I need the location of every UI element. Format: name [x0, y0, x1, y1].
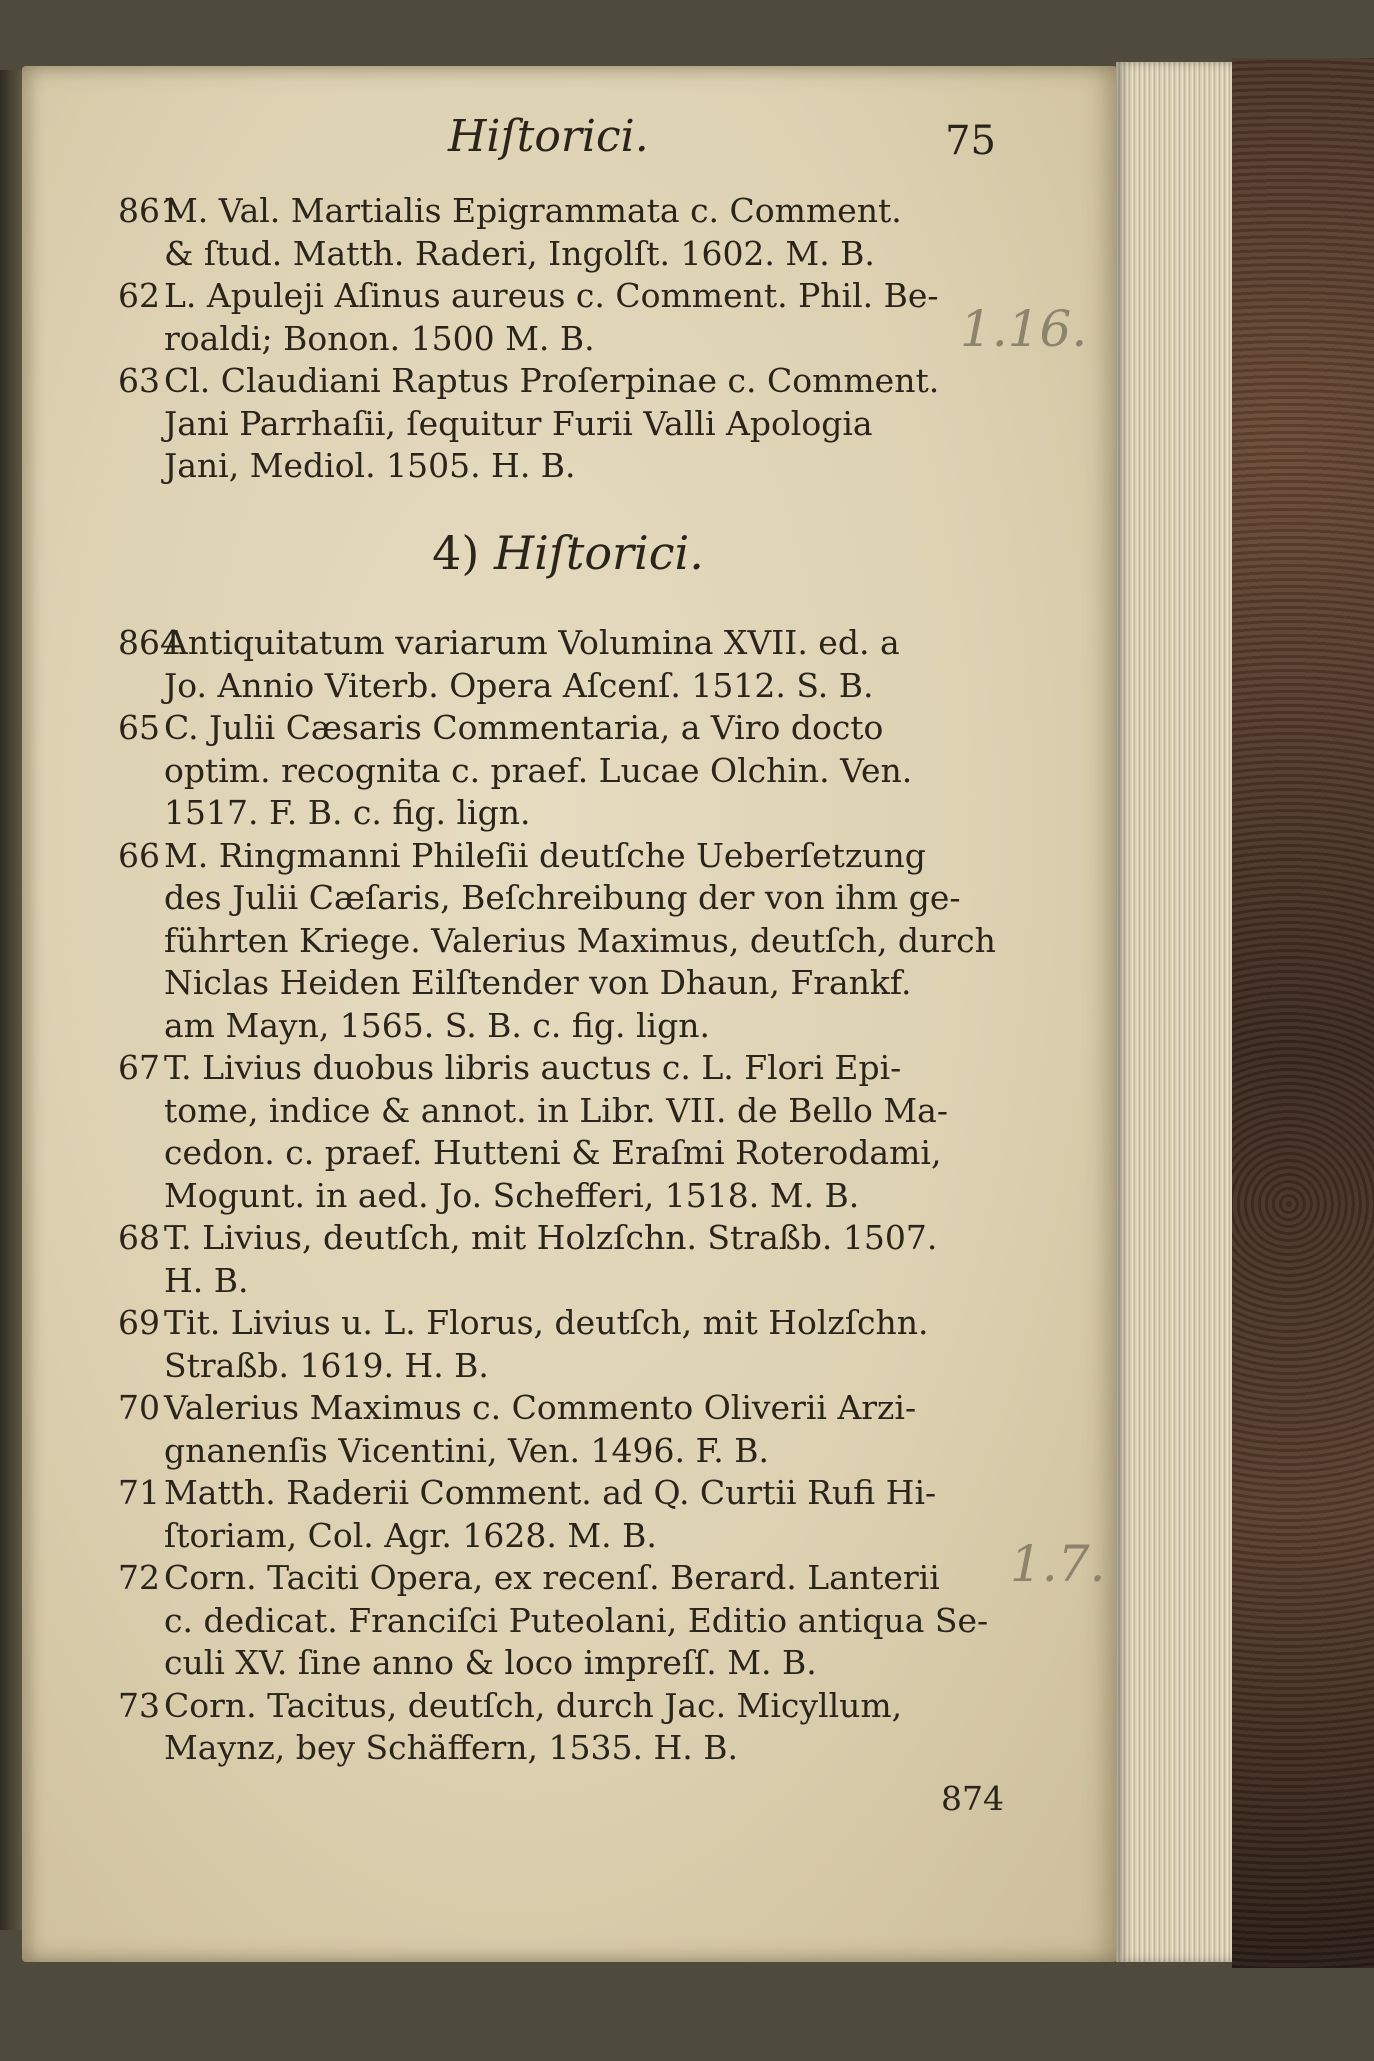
- entry-number: 67: [118, 1048, 160, 1087]
- entry-line: führten Kriege. Valerius Maximus, deutſch, durch: [164, 920, 996, 960]
- entry-line: culi XV. ſine anno & loco impreſſ. M. B.: [164, 1643, 817, 1682]
- entry-text: [164, 1302, 1018, 1387]
- catalog-entry: [118, 190, 1018, 275]
- entry-text: [164, 1685, 1018, 1770]
- entry-text: [164, 622, 1018, 707]
- section-label: Hiſtorici.: [494, 525, 704, 580]
- entry-line: Corn. Taciti Opera, ex recenſ. Berard. Lanterii: [164, 1558, 940, 1597]
- entry-number: 71: [118, 1473, 160, 1512]
- entry-line: Jani, Mediol. 1505. H. B.: [164, 446, 576, 485]
- margin-note: 1.7.: [1010, 1535, 1106, 1593]
- catalog-entry: [118, 1387, 1018, 1472]
- entry-text: [164, 275, 1018, 360]
- entry-line: M. Ringmanni Phileſii deutſche Ueberſetzung: [164, 835, 926, 875]
- catalog-entry: [118, 1557, 1018, 1685]
- catalog-entry: [118, 360, 1018, 488]
- entry-line: L. Apuleji Aſinus aureus c. Comment. Phil. Be-: [164, 276, 939, 315]
- book-cover: [1232, 58, 1374, 1968]
- section-number: 4): [432, 525, 480, 580]
- entry-text: [164, 1557, 1018, 1685]
- entry-text: [164, 1217, 1018, 1302]
- entry-line: Jani Parrhaſii, ſequitur Furii Valli Apologia: [164, 403, 873, 443]
- entry-line: am Mayn, 1565. S. B. c. fig. lign.: [164, 1005, 710, 1045]
- entry-line: T. Livius, deutſch, mit Holzſchn. Straßb. 1507.: [164, 1218, 938, 1257]
- entry-line: Cl. Claudiani Raptus Proſerpinae c. Comment.: [164, 361, 940, 400]
- entry-line: H. B.: [164, 1260, 249, 1300]
- margin-note: 1.16.: [960, 300, 1088, 358]
- entry-text: [164, 360, 1018, 488]
- entry-list-after: [118, 622, 1018, 1770]
- entry-line: T. Livius duobus libris auctus c. L. Flori Epi-: [164, 1048, 902, 1087]
- entry-line: 1517. F. B. c. fig. lign.: [164, 793, 531, 832]
- entry-line: gnanenſis Vicentini, Ven. 1496. F. B.: [164, 1430, 769, 1470]
- entry-number: 65: [118, 708, 160, 747]
- entry-number: 68: [118, 1218, 160, 1257]
- catalog-entry: [118, 1047, 1018, 1217]
- catalog-entry: [118, 1472, 1018, 1557]
- entry-text: [164, 1387, 1018, 1472]
- running-title: Hiſtorici.: [448, 111, 649, 162]
- section-heading: [118, 488, 1018, 623]
- entry-number: 72: [118, 1558, 160, 1597]
- entry-line: Antiquitatum variarum Volumina XVII. ed. a: [164, 623, 900, 662]
- entry-line: cedon. c. praef. Hutteni & Eraſmi Roterodami,: [164, 1133, 942, 1172]
- catalog-entry: [118, 622, 1018, 707]
- entry-line: tome, indice & annot. in Libr. VII. de Bello Ma-: [164, 1090, 948, 1130]
- entry-text: [164, 1472, 1018, 1557]
- entry-number: 861: [118, 191, 181, 230]
- entry-line: C. Julii Cæsaris Commentaria, a Viro docto: [164, 708, 884, 747]
- running-header: [118, 112, 1018, 190]
- entry-number: 63: [118, 361, 160, 400]
- catalog-entry: [118, 1685, 1018, 1770]
- entry-text: [164, 707, 1018, 835]
- entry-line: Jo. Annio Viterb. Opera Aſcenſ. 1512. S. B.: [164, 665, 874, 705]
- entry-number: 864: [118, 623, 181, 662]
- entry-line: ſtoriam, Col. Agr. 1628. M. B.: [164, 1515, 657, 1555]
- page-edges: [1116, 62, 1238, 1962]
- catalog-entry: [118, 1302, 1018, 1387]
- entry-line: Tit. Livius u. L. Florus, deutſch, mit Holzſchn.: [164, 1303, 929, 1342]
- catalog-entry: [118, 1217, 1018, 1302]
- catalog-entry: [118, 835, 1018, 1048]
- entry-line: c. dedicat. Franciſci Puteolani, Editio antiqua Se-: [164, 1600, 989, 1640]
- entry-line: Matth. Raderii Comment. ad Q. Curtii Rufi Hi-: [164, 1473, 937, 1512]
- entry-number: 66: [118, 835, 160, 875]
- entry-number: 62: [118, 276, 160, 315]
- entry-number: 73: [118, 1685, 160, 1725]
- entry-line: Niclas Heiden Eilſtender von Dhaun, Frankf.: [164, 963, 912, 1002]
- entry-line: Maynz, bey Schäffern, 1535. H. B.: [164, 1728, 738, 1767]
- entry-line: Corn. Tacitus, deutſch, durch Jac. Micyllum,: [164, 1685, 903, 1725]
- entry-line: Straßb. 1619. H. B.: [164, 1345, 489, 1385]
- entry-number: 69: [118, 1303, 160, 1342]
- page-number: 75: [945, 118, 996, 164]
- catalog-entry: [118, 275, 1018, 360]
- catalog-entry: [118, 707, 1018, 835]
- entry-list-before: [118, 190, 1018, 488]
- entry-text: [164, 835, 1018, 1048]
- entry-line: M. Val. Martialis Epigrammata c. Comment.: [164, 191, 902, 230]
- entry-number: 70: [118, 1388, 160, 1427]
- entry-line: & ſtud. Matth. Raderi, Ingolſt. 1602. M. B.: [164, 233, 875, 273]
- page-content: [118, 112, 1018, 1820]
- entry-line: roaldi; Bonon. 1500 M. B.: [164, 318, 595, 358]
- entry-line: des Julii Cæſaris, Beſchreibung der von ihm ge-: [164, 878, 961, 917]
- entry-text: [164, 1047, 1018, 1217]
- entry-line: optim. recognita c. praef. Lucae Olchin. Ven.: [164, 750, 913, 790]
- entry-text: [164, 190, 1018, 275]
- catchword: 874: [941, 1778, 1004, 1818]
- entry-line: Valerius Maximus c. Commento Oliverii Arzi-: [164, 1388, 917, 1427]
- entry-line: Mogunt. in aed. Jo. Schefferi, 1518. M. B.: [164, 1175, 860, 1215]
